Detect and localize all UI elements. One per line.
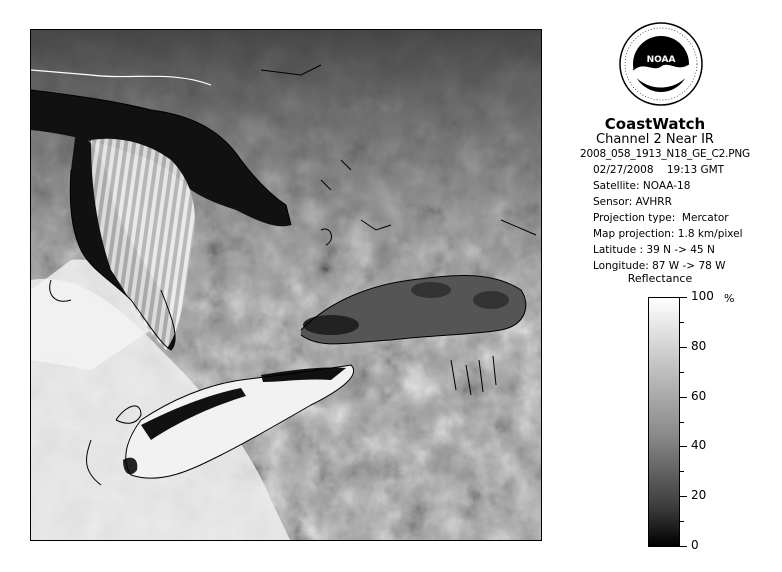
satellite-label: Satellite: NOAA-18 — [593, 180, 691, 192]
sensor-label: Sensor: AVHRR — [593, 196, 672, 208]
reflectance-colorbar — [648, 297, 680, 547]
brand-title: CoastWatch — [604, 115, 706, 133]
colorbar-major-tick — [680, 297, 687, 298]
colorbar-tick-label: 80 — [691, 338, 707, 353]
map-canvas — [31, 30, 542, 541]
colorbar-major-tick — [680, 496, 687, 497]
noaa-logo-icon — [619, 22, 703, 106]
colorbar-minor-tick — [680, 322, 684, 323]
projection-type-label: Projection type: Mercator — [593, 212, 729, 224]
colorbar-tick-label: 40 — [691, 438, 707, 453]
colorbar-tick-label: 100 — [691, 289, 714, 303]
colorbar-title: Reflectance — [627, 272, 693, 285]
colorbar-minor-tick — [680, 471, 684, 472]
colorbar-tick-label: 60 — [691, 388, 707, 403]
colorbar-unit: % — [724, 292, 735, 305]
acquisition-datetime: 02/27/2008 19:13 GMT — [593, 164, 725, 176]
file-name: 2008_058_1913_N18_GE_C2.PNG — [580, 148, 750, 160]
colorbar-major-tick — [680, 546, 687, 547]
longitude-label: Longitude: 87 W -> 78 W — [593, 260, 726, 272]
colorbar-major-tick — [680, 347, 687, 348]
colorbar-minor-tick — [680, 422, 684, 423]
channel-label: Channel 2 Near IR — [596, 132, 714, 147]
colorbar-minor-tick — [680, 521, 684, 522]
colorbar-minor-tick — [680, 372, 684, 373]
colorbar-major-tick — [680, 397, 687, 398]
map-projection-label: Map projection: 1.8 km/pixel — [593, 228, 743, 240]
satellite-image — [30, 29, 542, 541]
logo-noaa-text: NOAA — [646, 55, 676, 65]
colorbar-tick-label: 20 — [691, 488, 707, 503]
colorbar-tick-label: 0 — [691, 538, 699, 552]
colorbar-major-tick — [680, 446, 687, 447]
latitude-label: Latitude : 39 N -> 45 N — [593, 244, 715, 256]
